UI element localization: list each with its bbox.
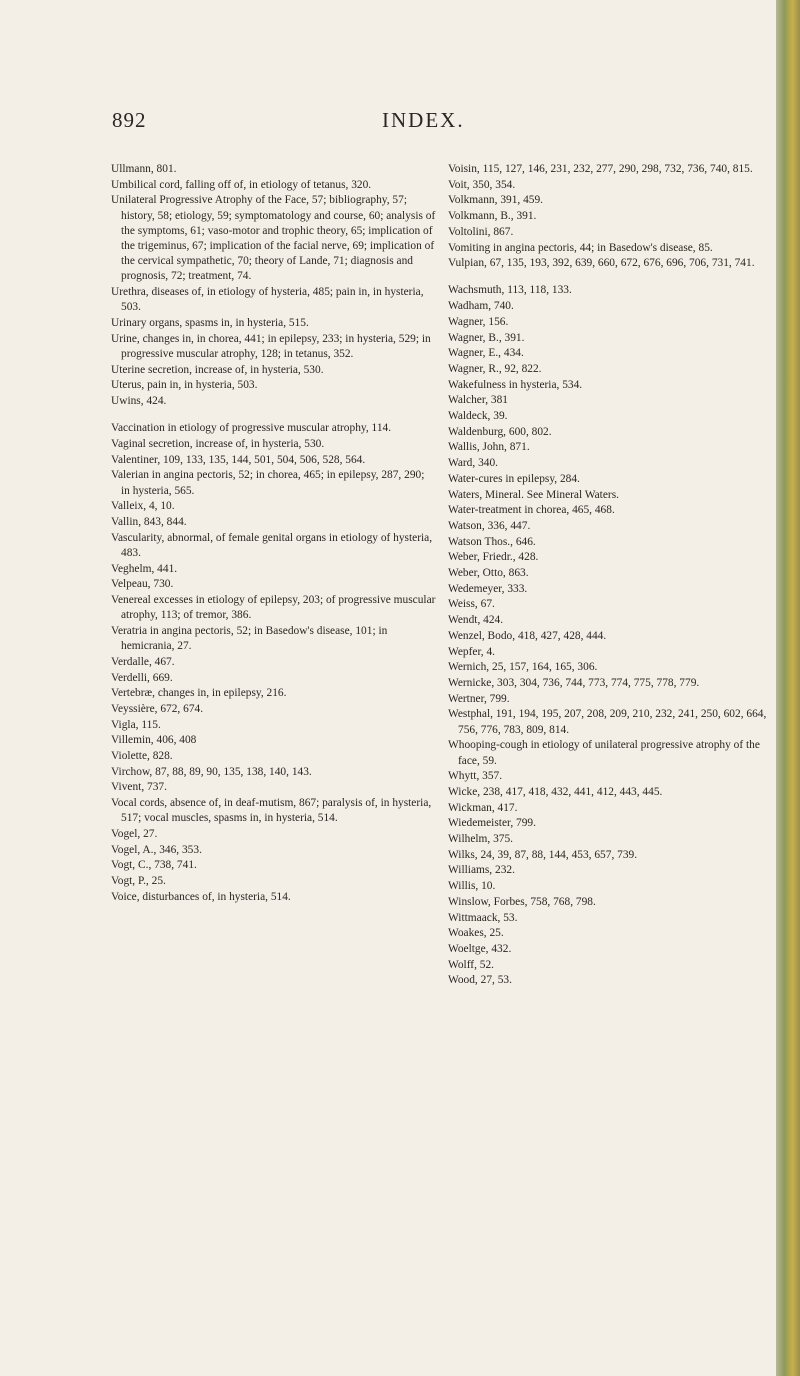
index-entry: Willis, 10.: [448, 880, 496, 893]
index-entry: Wachsmuth, 113, 118, 133.: [448, 284, 572, 297]
index-entry: Urine, changes in, in chorea, 441; in epilepsy, 233; in hysteria, 529; in progressive muscular atrophy, 128; in tetanus, 352.: [111, 332, 431, 360]
index-entry: Whytt, 357.: [448, 770, 503, 783]
index-entry: Villemin, 406, 408: [111, 734, 197, 747]
book-edge: [776, 0, 800, 1376]
index-entry: Wepfer, 4.: [448, 645, 496, 658]
index-entry: Vogt, C., 738, 741.: [111, 859, 197, 872]
index-entry: Urinary organs, spasms in, in hysteria, 515.: [111, 317, 309, 330]
index-entry: Vogt, P., 25.: [111, 875, 166, 888]
index-entry: Volkmann, 391, 459.: [448, 194, 544, 207]
index-column-right: [448, 162, 773, 989]
index-entry: Volkmann, B., 391.: [448, 210, 537, 223]
index-entry: Velpeau, 730.: [111, 578, 174, 591]
index-entry: Wagner, 156.: [448, 315, 509, 328]
index-entry: Wiedemeister, 799.: [448, 817, 536, 830]
index-entry: Wolff, 52.: [448, 958, 495, 971]
index-entry: Uterus, pain in, in hysteria, 503.: [111, 379, 258, 392]
index-entry: Ward, 340.: [448, 457, 499, 470]
index-entry: Voit, 350, 354.: [448, 178, 516, 191]
index-entry: Wagner, B., 391.: [448, 331, 525, 344]
index-entry: Wenzel, Bodo, 418, 427, 428, 444.: [448, 629, 607, 642]
index-entry: Vogel, A., 346, 353.: [111, 843, 202, 856]
index-entry: Woeltge, 432.: [448, 942, 512, 955]
index-entry: Vallin, 843, 844.: [111, 515, 187, 528]
page-header: [112, 108, 732, 138]
index-entry: Water-cures in epilepsy, 284.: [448, 472, 580, 485]
index-entry: Wallis, John, 871.: [448, 441, 530, 454]
index-entry: Verdalle, 467.: [111, 655, 175, 668]
index-entry: Vocal cords, absence of, in deaf-mutism, 867; paralysis of, in hysteria, 517; vocal muscles, spasms in, in hysteria, 514.: [111, 797, 432, 825]
page-number: 892: [112, 108, 147, 132]
index-entry: Violette, 828.: [111, 750, 173, 763]
index-column-left: [111, 162, 436, 906]
index-entry: Wadham, 740.: [448, 300, 514, 313]
index-entry: Wedemeyer, 333.: [448, 582, 528, 595]
index-entry: Whooping-cough in etiology of unilateral progressive atrophy of the face, 59.: [448, 739, 760, 767]
index-entry: Wagner, E., 434.: [448, 347, 524, 360]
index-entry: Valerian in angina pectoris, 52; in chorea, 465; in epilepsy, 287, 290; in hysteria, 565.: [111, 469, 425, 497]
index-entry: Weber, Otto, 863.: [448, 567, 529, 580]
index-entry: Wilks, 24, 39, 87, 88, 144, 453, 657, 739.: [448, 848, 638, 861]
index-entry: Ullmann, 801.: [111, 163, 177, 175]
index-entry: Vaginal secretion, increase of, in hysteria, 530.: [111, 437, 325, 450]
index-entry: Vascularity, abnormal, of female genital organs in etiology of hysteria, 483.: [111, 531, 433, 559]
index-entry: Venereal excesses in etiology of epilepsy, 203; of progressive muscular atrophy, 113; of tremor, 386.: [111, 593, 436, 622]
index-entry: Valentiner, 109, 133, 135, 144, 501, 504, 506, 528, 564.: [111, 453, 366, 466]
index-entry: Veyssière, 672, 674.: [111, 702, 204, 715]
index-entry: Wickman, 417.: [448, 801, 518, 814]
index-entry: Voisin, 115, 127, 146, 231, 232, 277, 290, 298, 732, 736, 740, 815.: [448, 163, 753, 175]
index-entry: Wendt, 424.: [448, 614, 504, 627]
index-entry: Umbilical cord, falling off of, in etiology of tetanus, 320.: [111, 178, 372, 191]
index-entry: Uterine secretion, increase of, in hysteria, 530.: [111, 363, 324, 376]
index-entry: Wagner, R., 92, 822.: [448, 362, 542, 375]
index-entry: Watson, 336, 447.: [448, 519, 531, 532]
index-entry: Veratria in angina pectoris, 52; in Basedow's disease, 101; in hemicrania, 27.: [111, 624, 388, 653]
index-entry: Unilateral Progressive Atrophy of the Face, 57; bibliography, 57; history, 58; etiology, 59; symptomatology and course, 60; analysis of the symptoms, 61; vaso-motor and trophic theory, 65; implication of the trigeminus, 67; implication of the facial nerve, 69; implication of the cervical sympathetic, 70; theory of Lande, 71; diagnosis and prognosis, 72; treatment, 74.: [111, 194, 436, 283]
index-entry: Waters, Mineral. See Mineral Waters.: [448, 488, 619, 501]
index-entry: Wertner, 799.: [448, 692, 510, 705]
index-entry: Wilhelm, 375.: [448, 833, 514, 846]
index-entry: Williams, 232.: [448, 864, 515, 877]
index-entry: Wittmaack, 53.: [448, 911, 518, 924]
index-entry: Voice, disturbances of, in hysteria, 514.: [111, 890, 291, 903]
index-entry: Woakes, 25.: [448, 927, 504, 940]
index-entry: Wood, 27, 53.: [448, 974, 512, 987]
index-entry: Vogel, 27.: [111, 828, 158, 841]
index-entry: Wakefulness in hysteria, 534.: [448, 378, 583, 391]
index-entry: Westphal, 191, 194, 195, 207, 208, 209, 210, 232, 241, 250, 602, 664, 756, 776, 783, 809, 814.: [448, 708, 767, 736]
index-entry: Weber, Friedr., 428.: [448, 551, 539, 564]
index-entry: Uwins, 424.: [111, 395, 167, 408]
index-entry: Valleix, 4, 10.: [111, 500, 175, 513]
index-entry: Waldenburg, 600, 802.: [448, 425, 552, 438]
page-title: INDEX.: [382, 108, 465, 132]
index-entry: Wernich, 25, 157, 164, 165, 306.: [448, 661, 598, 674]
index-entry: Veghelm, 441.: [111, 562, 178, 575]
index-entry: Virchow, 87, 88, 89, 90, 135, 138, 140, 143.: [111, 765, 312, 778]
index-entry: Voltolini, 867.: [448, 225, 514, 238]
index-entry: Verdelli, 669.: [111, 671, 173, 684]
index-entry: Watson Thos., 646.: [448, 535, 536, 548]
index-entry: Wernicke, 303, 304, 736, 744, 773, 774, 775, 778, 779.: [448, 677, 700, 689]
index-entry: Vigla, 115.: [111, 718, 161, 731]
index-entry: Water-treatment in chorea, 465, 468.: [448, 504, 615, 517]
index-entry: Waldeck, 39.: [448, 410, 508, 423]
index-entry: Winslow, Forbes, 758, 768, 798.: [448, 895, 596, 908]
index-entry: Urethra, diseases of, in etiology of hysteria, 485; pain in, in hysteria, 503.: [111, 286, 424, 314]
index-entry: Weiss, 67.: [448, 598, 495, 611]
index-entry: Vomiting in angina pectoris, 44; in Basedow's disease, 85.: [448, 241, 713, 254]
index-entry: Vivent, 737.: [111, 781, 167, 794]
index-entry: Vertebræ, changes in, in epilepsy, 216.: [111, 687, 287, 700]
index-entry: Wicke, 238, 417, 418, 432, 441, 412, 443, 445.: [448, 785, 663, 798]
index-entry: Vulpian, 67, 135, 193, 392, 639, 660, 672, 676, 696, 706, 731, 741.: [448, 257, 755, 270]
index-entry: Walcher, 381: [448, 394, 508, 407]
index-entry: Vaccination in etiology of progressive muscular atrophy, 114.: [111, 422, 392, 435]
